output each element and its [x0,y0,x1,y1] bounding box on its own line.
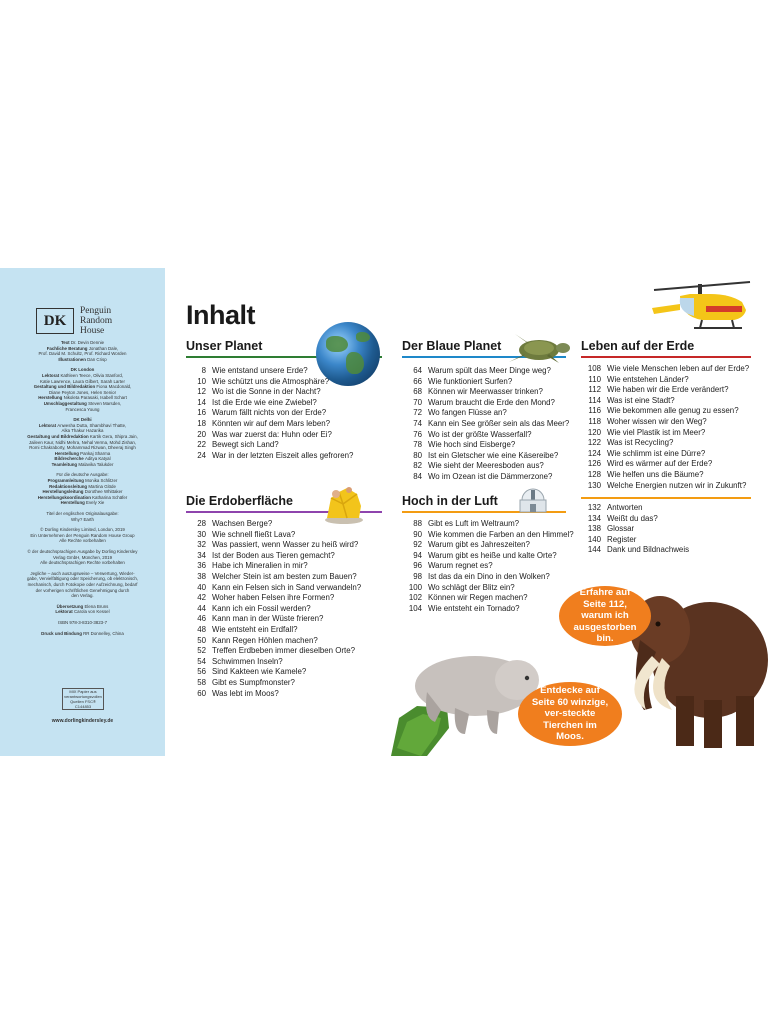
credit-name: Elena Bruns [84,603,109,609]
credit-name: gabe, Vervielfältigung oder Speicherung, ob elektronisch, [26,576,139,582]
fsc-label: MIX Papier aus verantwortungsvollen Quellen FSC® C144853 [62,688,104,710]
toc-entry-title: Was passiert, wenn Wasser zu heiß wird? [212,540,359,550]
toc-entry-title: Wie helfen uns die Bäume? [607,469,704,479]
helicopter-image [650,276,754,344]
toc-page-number: 102 [408,593,422,603]
mineral-crystal-image [323,484,365,524]
speech-bubble-tardigrade-text: Entdecke auf Seite 60 winzige, ver-steckte Tierchen im Moos. [531,685,609,743]
toc-entry-title: Schwimmen Inseln? [212,656,283,666]
credits-text [6,340,159,636]
toc-entry-title: Wie entstand unsere Erde? [212,366,308,375]
toc-page-number: 104 [408,603,422,613]
toc-entry [402,604,574,615]
toc-entry [402,408,569,419]
toc-entry-title: Warum spült das Meer Dinge weg? [428,366,551,375]
dk-logo-mark: DK [36,308,74,334]
credit-name: Katharina Schäfer [92,494,128,500]
toc-entry-title: Wachsen Berge? [212,519,273,528]
toc-entry [186,583,361,594]
toc-entry [186,667,361,678]
toc-entry-title: Wie funktioniert Surfen? [428,376,513,386]
credit-name: Aditya Katyal [84,456,111,462]
credit-role: Fachliche Beratung [46,345,89,351]
toc-page-number: 54 [197,656,206,666]
toc-page-number: 128 [587,469,601,479]
credit-name: Alle Rechte vorbehalten [59,538,106,544]
toc-entry [402,572,574,583]
credit-role: Bildrecherche [54,456,85,462]
toc-entry [581,514,689,525]
toc-entry-title: Können wir Meerwasser trinken? [428,387,543,397]
toc-entry [581,481,749,492]
toc-page-number: 96 [413,561,422,571]
credit-role: Lektorat [55,609,74,615]
toc-page-number: 120 [587,427,601,437]
credit-name: Nikoleta Parasaki, Isabell Schart [63,395,127,401]
toc-entry-title: Was lebt im Moos? [212,688,279,698]
toc-entry [186,451,353,462]
credit-name: der vorherigen schriftlichen Genehmigung durch [35,587,130,593]
speech-bubble-tardigrade [518,682,622,746]
toc-entry [186,625,361,636]
toc-entry [402,551,574,562]
toc-entry [402,583,574,594]
toc-entry [581,449,749,460]
credit-role: Programmleitung [47,478,86,484]
credit-name: Alle deutschsprachigen Rechte vorbehalten [40,560,125,566]
toc-page-number: 72 [413,408,422,418]
toc-entry [186,419,353,430]
credit-name: Martina Glöde [88,483,116,489]
toc-entry [186,551,361,562]
page-title: Inhalt [186,300,255,330]
toc-entry-title: Weißt du das? [607,513,658,523]
toc-page-number: 60 [197,688,206,698]
toc-entry [581,545,689,556]
toc-entry-title: Wie schützt uns die Atmosphäre? [212,376,330,386]
credit-role: Text [60,340,71,345]
toc-entry-title: Sind Kakteen wie Kamele? [212,667,307,677]
toc-entry-title: Was war zuerst da: Huhn oder Ei? [212,429,332,439]
toc-page-number: 110 [588,374,601,384]
toc-entry-title: Gibt es Sumpfmonster? [212,677,295,687]
credit-name: Malavika Talukder [78,461,114,467]
credit-role: Herstellungskoordination [37,494,93,500]
credit-name: Titel der englischen Originalausgabe: [46,511,119,517]
toc-entry [186,604,361,615]
toc-entry-title: Warum regnet es? [428,561,493,571]
credit-role: DK London [70,367,95,373]
credit-name: RR Donnelley, China [83,630,124,636]
credit-name: Monika Schlitzer [85,478,118,484]
credit-role: Herstellung [38,395,64,401]
toc-entry [581,459,749,470]
toc-page-number: 76 [413,429,422,439]
toc-entry [186,408,353,419]
credit-name: Verlag GmbH, München, 2019 [52,554,113,560]
toc-entry-title: Woher wissen wir den Weg? [607,416,707,426]
toc-entry-title: Ist die Erde wie eine Zwiebel? [212,397,317,407]
toc-page-number: 116 [588,406,601,416]
toc-entry [581,438,749,449]
toc-entry-title: Wie entsteht ein Erdfall? [212,624,298,634]
toc-entry-title: Können wir Regen machen? [428,593,528,603]
credit-role: Lektorat [41,372,61,378]
credit-role: Illustrationen [58,356,88,362]
toc-entry [402,451,569,462]
toc-entry [402,561,574,572]
toc-entry-title: Habe ich Mineralien in mir? [212,561,308,571]
toc-entry [581,406,749,417]
credit-name: Katie Lawrence, Laura Gilbert, Sarah Larter [40,378,125,384]
toc-page-number: 20 [197,429,206,439]
toc-entry [186,540,361,551]
sea-turtle-image [503,332,573,364]
toc-page-number: 38 [197,571,206,581]
credit-name: © der deutschsprachigen Ausgabe by Dorling Kindersley [27,549,138,554]
toc-entry-title: Wie hoch sind Eisberge? [428,440,516,450]
credit-role: Teamleitung [51,461,79,467]
toc-list-leben-auf-der-erde [581,364,749,491]
observatory-image [516,486,550,514]
credit-role: DK Delhi [73,417,92,423]
credit-name: Diane Peyton Jones, Helen Senior [48,389,117,395]
toc-entry [186,430,353,441]
toc-entry-title: Wie sieht der Meeresboden aus? [428,461,544,471]
toc-entry-title: Was ist Recycling? [607,438,674,448]
toc-page-number: 24 [197,450,206,460]
credit-name: Alka Thakur Hazarika [61,428,104,434]
section-title-leben-auf-der-erde: Leben auf der Erde [581,339,695,353]
toc-page-number: 34 [197,550,206,560]
credit-role: Herstellung [60,500,87,506]
toc-entry [186,636,361,647]
toc-entry [402,398,569,409]
toc-page-number: 56 [197,667,206,677]
toc-page-number: 138 [587,524,601,534]
credit-name: Anwesha Dutta, Shambhavi Thatte, [57,422,127,428]
toc-entry [186,657,361,668]
toc-entry-title: Kann ich ein Fossil werden? [212,603,311,613]
toc-entry-title: Warum gibt es heiße und kalte Orte? [428,550,557,560]
toc-entry [402,419,569,430]
toc-page-number: 22 [197,440,206,450]
credit-name: © Dorling Kindersley Limited, London, 2019 [40,527,125,533]
toc-entry [581,470,749,481]
toc-page-number: 44 [197,603,206,613]
toc-page-number: 92 [413,540,422,550]
toc-entry [402,387,569,398]
section-title-erdoberflaeche: Die Erdoberfläche [186,494,293,508]
credit-name: Jaileen Kaur, Nidhi Mehra, Nehal Verma, Mohd Zishan, [28,439,137,445]
toc-entry-title: War in der letzten Eiszeit alles gefroren? [212,450,354,460]
credit-name: Jonathan Dale, [88,345,119,351]
toc-entry-title: Wie entstehen Länder? [607,374,689,384]
toc-entry-title: Warum braucht die Erde den Mond? [428,397,555,407]
toc-page-number: 48 [197,624,206,634]
toc-entry-title: Warum fällt nichts von der Erde? [212,408,327,418]
toc-page-number: 84 [413,471,422,481]
toc-page-number: 108 [587,364,601,373]
toc-entry-title: Wie viele Menschen leben auf der Erde? [607,364,750,373]
toc-entry [402,540,574,551]
toc-page-number: 132 [587,503,601,512]
publisher-logo [36,306,128,336]
toc-entry [581,524,689,535]
credit-name: Steven Marsden, [88,400,122,406]
credit-name: Kartik Gera, Shipra Jain, [89,433,138,439]
toc-entry-title: Wie kommen die Farben an den Himmel? [428,529,574,539]
speech-bubble-mammoth [559,586,651,646]
appendix-divider [581,497,751,499]
toc-entry-title: Ist das da ein Dino in den Wolken? [428,571,550,581]
toc-page-number: 70 [413,397,422,407]
toc-page-number: 32 [197,540,206,550]
toc-entry [402,519,574,530]
publisher-website: www.dorlingkindersley.de [51,718,114,724]
toc-list-hoch-in-der-luft [402,519,574,614]
toc-page-number: 46 [197,614,206,624]
toc-entry [186,646,361,657]
toc-page-number: 82 [413,461,422,471]
toc-entry-title: Wie bekommen alle genug zu essen? [607,406,739,416]
toc-page-number: 130 [587,480,601,490]
toc-entry-title: Register [607,534,637,544]
toc-entry [186,614,361,625]
toc-page-number: 18 [197,418,206,428]
credit-name: mechanisch, durch Fotokopie oder Aufzeichnung, bedarf [27,581,138,587]
toc-page-number: 16 [197,408,206,418]
toc-page-number: 8 [201,366,206,375]
credit-role: Umschlaggestaltung [43,400,89,406]
toc-entry-title: Ist der Boden aus Tieren gemacht? [212,550,335,560]
toc-entry [402,430,569,441]
toc-entry-title: Wie schlimm ist eine Dürre? [607,448,706,458]
toc-entry [581,503,689,514]
toc-entry-title: Wie viel Plastik ist im Meer? [607,427,706,437]
toc-page-number: 90 [413,529,422,539]
toc-page-number: 78 [413,440,422,450]
credit-name: den Verlag. [71,593,94,599]
toc-page-number: 114 [588,395,601,405]
credit-name: Prof. David M. Schultz, Prof. Richard Worden [38,351,127,357]
toc-entry [186,398,353,409]
toc-page-number: 28 [197,519,206,528]
toc-entry [402,593,574,604]
section-divider [581,356,751,358]
toc-entry-title: Kann ein See größer sein als das Meer? [428,418,570,428]
toc-page-number: 68 [413,387,422,397]
toc-page-number: 40 [197,582,206,592]
toc-page-number: 74 [413,418,422,428]
credit-name: Evely Xie [86,500,105,506]
toc-page-number: 144 [587,545,601,555]
toc-entry-title: Wo schlägt der Blitz ein? [428,582,515,592]
toc-entry-title: Woher haben Felsen ihre Formen? [212,593,335,603]
toc-entry-title: Warum gibt es Jahreszeiten? [428,540,530,550]
toc-entry-title: Wie entsteht ein Tornado? [428,603,520,613]
toc-entry [186,689,361,700]
toc-page-number: 50 [197,635,206,645]
toc-page-number: 94 [413,550,422,560]
toc-entry [186,530,361,541]
toc-entry [581,364,749,375]
toc-entry-title: Bewegt sich Land? [212,440,279,450]
section-title-hoch-in-der-luft: Hoch in der Luft [402,494,498,508]
credit-role: Herstellungsleitung [42,489,85,495]
toc-entry [581,375,749,386]
credit-name: Dan Crisp [87,356,107,362]
toc-entry [581,396,749,407]
credit-role: Lektorat [38,422,58,428]
toc-entry-title: Kann ein Felsen sich in Sand verwandeln? [212,582,362,592]
toc-entry [186,387,353,398]
toc-entry [402,472,569,483]
toc-entry [186,678,361,689]
credit-name: ISBN 978-3-8310-3823-7 [57,619,108,625]
toc-entry-title: Wo im Ozean ist die Dämmerzone? [428,471,553,481]
toc-page-number: 36 [197,561,206,571]
credit-role: Redaktionsleitung [49,483,89,489]
toc-entry-title: Wo ist die Sonne in der Nacht? [212,387,321,397]
toc-list-blaue-planet [402,366,569,483]
credit-name: Why? Earth [71,516,94,522]
toc-entry-title: Welche Energien nutzen wir in Zukunft? [607,480,747,490]
toc-entry-title: Glossar [607,524,635,534]
toc-entry [581,535,689,546]
toc-entry [581,385,749,396]
credit-name: Kathleen Teece, Olivia Stanford, [60,372,124,378]
toc-page-number: 118 [588,416,601,426]
toc-entry-title: Wie haben wir die Erde verändert? [607,385,729,395]
credit-name: Dorothee Whittaker [84,489,123,495]
toc-page-number: 126 [587,459,601,469]
toc-list-unser-planet [186,366,353,461]
toc-entry-title: Wie schnell fließt Lava? [212,529,296,539]
credit-name: Romi Chakraborty, Mohammad Rizwan, Dheeraj Singh [29,445,136,451]
toc-page-number: 52 [197,646,206,656]
toc-entry-title: Könnten wir auf dem Mars leben? [212,418,330,428]
credit-name: Fiona Macdonald, [96,384,132,390]
toc-page-number: 30 [197,529,206,539]
toc-page-number: 88 [413,519,422,528]
toc-entry-title: Antworten [607,503,643,512]
credit-name: Pankaj Sharma [80,450,111,456]
section-title-blaue-planet: Der Blaue Planet [402,339,502,353]
credit-role: Gestaltung und Bildredaktion [27,433,90,439]
toc-entry-title: Ist ein Gletscher wie eine Käsereibe? [428,450,559,460]
toc-page-number: 124 [587,448,601,458]
toc-entry-title: Treffen Erdbeben immer dieselben Orte? [212,646,355,656]
toc-entry-title: Kann Regen Höhlen machen? [212,635,318,645]
publisher-name: Penguin Random House [80,306,113,336]
section-title-unser-planet: Unser Planet [186,339,263,353]
toc-entry [402,377,569,388]
toc-list-appendix [581,503,689,556]
toc-entry [402,530,574,541]
toc-entry-title: Welcher Stein ist am besten zum Bauen? [212,571,357,581]
toc-entry-title: Dank und Bildnachweis [607,545,690,555]
toc-entry [581,417,749,428]
credit-name: Ein Unternehmen der Penguin Random House Group [30,532,135,538]
toc-page-number: 10 [197,376,206,386]
credit-role: Übersetzung [56,603,85,609]
credit-name: Dr. Devin Dennie [70,340,105,345]
toc-entry-title: Wird es wärmer auf der Erde? [607,459,713,469]
toc-page-number: 64 [413,366,422,375]
toc-entry-title: Kann man in der Wüste frieren? [212,614,324,624]
toc-page-number: 58 [197,677,206,687]
toc-page-number: 100 [408,582,422,592]
toc-entry [581,428,749,439]
toc-page-number: 14 [197,397,206,407]
toc-entry [186,593,361,604]
speech-bubble-mammoth-text: Erfahre auf Seite 112, warum ich ausgestorben bin. [573,587,637,645]
credit-line [6,631,159,637]
credit-name: Jegliche – auch auszugsweise – Verwertung, Wieder- [30,570,135,576]
toc-page-number: 140 [587,534,601,544]
toc-page-number: 66 [413,376,422,386]
toc-entry [186,440,353,451]
credit-name: Für die deutsche Ausgabe: [56,472,109,478]
toc-page-number: 12 [197,387,206,397]
toc-entry [402,366,569,377]
toc-page-number: 134 [587,513,601,523]
toc-page-number: 98 [413,571,422,581]
toc-entry-title: Wo fangen Flüsse an? [428,408,507,418]
toc-entry-title: Gibt es Luft im Weltraum? [428,519,520,528]
toc-entry [186,572,361,583]
credit-name: Carola von Kessel [73,609,110,615]
toc-list-erdoberflaeche [186,519,361,699]
credit-role: Gestaltung und Bildredaktion [33,384,97,390]
toc-page-number: 122 [587,438,601,448]
toc-page-number: 112 [588,385,601,395]
credit-name: Francesca Young [65,406,100,412]
toc-page-number: 80 [413,450,422,460]
toc-entry [186,561,361,572]
toc-page-number: 42 [197,593,206,603]
toc-entry-title: Was ist eine Stadt? [607,395,675,405]
toc-entry-title: Wo ist der größte Wasserfall? [428,429,532,439]
credit-role: Druck und Bindung [41,630,84,636]
toc-entry [402,461,569,472]
earth-globe-image [316,322,380,386]
credit-role: Herstellung [54,450,81,456]
toc-entry [402,440,569,451]
